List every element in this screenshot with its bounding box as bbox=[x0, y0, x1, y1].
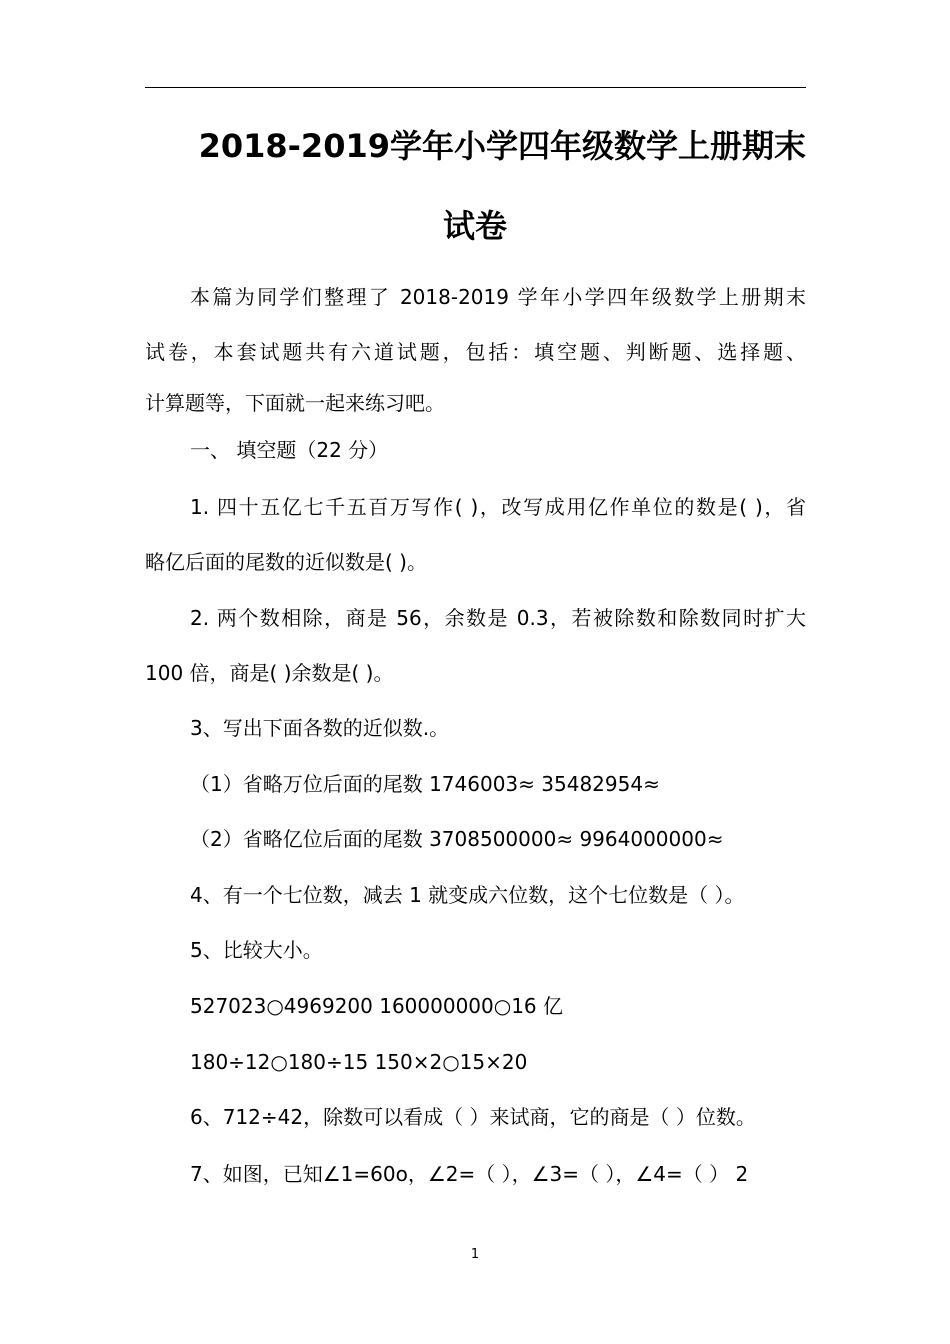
question-7: 7、如图，已知∠1=60o，∠2=（ ），∠3=（ ），∠4=（ ） 2 bbox=[190, 1162, 749, 1186]
question-5: 5、比较大小。 bbox=[190, 938, 323, 962]
question-5-row-1: 527023○4969200 160000000○16 亿 bbox=[190, 994, 564, 1018]
header-rule bbox=[145, 87, 806, 88]
question-6: 6、712÷42，除数可以看成（ ）来试商，它的商是（ ）位数。 bbox=[190, 1105, 756, 1129]
section-heading-fill-in: 一、 填空题（22 分） bbox=[190, 438, 389, 462]
document-title-line-1: 2018-2019学年小学四年级数学上册期末 bbox=[198, 127, 806, 165]
question-3: 3、写出下面各数的近似数.。 bbox=[190, 716, 450, 740]
intro-line-2: 试卷，本套试题共有六道试题，包括：填空题、判断题、选择题、 bbox=[145, 340, 806, 364]
intro-line-3: 计算题等，下面就一起来练习吧。 bbox=[145, 391, 445, 415]
document-title-line-2: 试卷 bbox=[442, 207, 507, 245]
page-number: 1 bbox=[470, 1247, 480, 1262]
intro-line-1: 本篇为同学们整理了 2018-2019 学年小学四年级数学上册期末 bbox=[190, 285, 806, 309]
question-3-part-1: （1）省略万位后面的尾数 1746003≈ 35482954≈ bbox=[190, 772, 660, 796]
question-3-part-2: （2）省略亿位后面的尾数 3708500000≈ 9964000000≈ bbox=[190, 827, 724, 851]
question-1-line-2: 略亿后面的尾数的近似数是( )。 bbox=[145, 550, 427, 574]
question-4: 4、有一个七位数，减去 1 就变成六位数，这个七位数是（ ）。 bbox=[190, 883, 745, 907]
question-2-line-2: 100 倍，商是( )余数是( )。 bbox=[145, 661, 394, 685]
question-5-row-2: 180÷12○180÷15 150×2○15×20 bbox=[190, 1050, 528, 1074]
question-2-line-1: 2. 两个数相除，商是 56，余数是 0.3，若被除数和除数同时扩大 bbox=[190, 606, 806, 630]
question-1-line-1: 1. 四十五亿七千五百万写作( )，改写成用亿作单位的数是( )，省 bbox=[190, 495, 806, 519]
